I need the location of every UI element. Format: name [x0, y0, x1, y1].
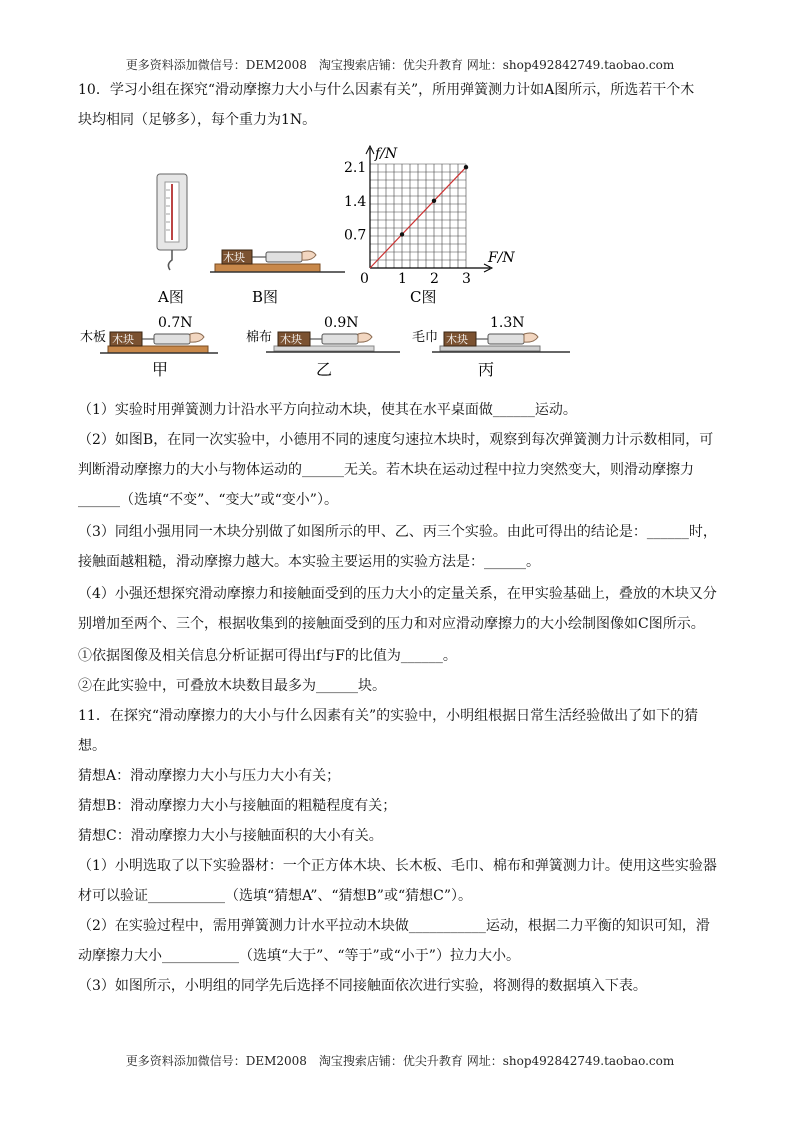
q11-p2b: 动摩擦力大小___________（选填“大于”、“等于”或“小于”）拉力大小。: [78, 948, 520, 964]
q10-p4c: ①依据图像及相关信息分析证据可得出f与F的比值为______。: [78, 648, 457, 664]
q11-p1a: （1）小明选取了以下实验器材：一个正方体木块、长木板、毛巾、棉布和弹簧测力计。使用这些实验器: [78, 858, 717, 874]
data-point-1: [400, 232, 404, 236]
label-yi: 乙: [316, 360, 333, 379]
page-header: 更多资料添加微信号：DEM2008 淘宝搜索店铺：优尖升教育 网址：shop492842749.taobao.com: [125, 58, 675, 72]
x-tick-label-3: 3: [462, 271, 471, 287]
q11-guess-b: 猜想B：滑动摩擦力大小与接触面的粗糙程度有关；: [78, 798, 397, 814]
q10-p4d: ②在此实验中，可叠放木块数目最多为______块。: [78, 678, 386, 694]
experiment-figures: [70, 140, 590, 390]
q10-p4a: （4）小强还想探究滑动摩擦力和接触面受到的压力大小的定量关系，在甲实验基础上，叠放的木块又分: [78, 586, 717, 602]
q10-p3b: 接触面越粗糙，滑动摩擦力越大。本实验主要运用的实验方法是：______。: [78, 554, 540, 570]
spring-scale-a: [157, 174, 187, 270]
q10-p2b: 判断滑动摩擦力的大小与物体运动的______无关。若木块在运动过程中拉力突然变大，则滑动摩擦力: [78, 462, 694, 478]
q11-stem-line2: 想。: [78, 738, 106, 754]
x-tick-label-2: 2: [430, 271, 439, 287]
label-b: B图: [252, 288, 279, 306]
block-b-label: 木块: [223, 251, 245, 264]
q10-p4b: 别增加至两个、三个，根据收集到的接触面受到的压力和对应滑动摩擦力的大小绘制图像如C图所示。: [78, 616, 705, 632]
y-tick-label-2: 1.4: [344, 193, 367, 210]
q11-guess-a: 猜想A：滑动摩擦力大小与压力大小有关；: [78, 768, 341, 784]
q10-p2c: ______（选填“不变”、“变大”或“变小”）。: [78, 492, 338, 508]
q10-p3a: （3）同组小强用同一木块分别做了如图所示的甲、乙、丙三个实验。由此可得出的结论是：______时，: [78, 524, 717, 540]
data-point-3: [464, 165, 468, 169]
q11-stem-line1: 11．在探究“滑动摩擦力的大小与什么因素有关”的实验中，小明组根据日常生活经验做出了如下的猜: [78, 708, 699, 724]
label-a: A图: [158, 288, 184, 306]
figures-svg: [70, 140, 590, 390]
graph-c: [344, 146, 515, 287]
q10-p2a: （2）如图B，在同一次实验中，小德用不同的速度匀速拉木块时，观察到每次弹簧测力计示数相同，可: [78, 432, 714, 448]
reading-bing: 1.3N: [490, 315, 525, 331]
reading-yi: 0.9N: [324, 315, 359, 331]
q11-p3: （3）如图所示，小明组的同学先后选择不同接触面依次进行实验，将测得的数据填入下表。: [78, 978, 647, 994]
data-point-2: [432, 199, 436, 203]
surface-bing: 毛巾: [412, 330, 439, 345]
q11-p2a: （2）在实验过程中，需用弹簧测力计水平拉动木块做___________运动，根据二力平衡的知识可知，滑: [78, 918, 710, 934]
y-tick-label-3: 2.1: [344, 160, 367, 177]
y-axis-label: f/N: [375, 146, 398, 162]
label-bing: 丙: [478, 360, 495, 379]
setup-jia: [80, 315, 218, 379]
q10-stem-line2: 块均相同（足够多），每个重力为1N。: [78, 112, 317, 128]
surface-yi: 棉布: [246, 330, 273, 345]
reading-jia: 0.7N: [158, 315, 193, 331]
q11-guess-c: 猜想C：滑动摩擦力大小与接触面积的大小有关。: [78, 828, 383, 844]
surface-jia: 木板: [80, 330, 107, 345]
setup-yi: [246, 315, 400, 379]
block-yi: 木块: [280, 333, 302, 346]
page-footer: 更多资料添加微信号：DEM2008 淘宝搜索店铺：优尖升教育 网址：shop492842749.taobao.com: [125, 1054, 675, 1068]
x-axis-label: F/N: [488, 250, 515, 266]
q10-p1: （1）实验时用弹簧测力计沿水平方向拉动木块，使其在水平桌面做______运动。: [78, 402, 577, 418]
setup-b: [210, 250, 345, 272]
y-tick-label-1: 0.7: [344, 227, 367, 244]
q10-stem-line1: 10．学习小组在探究“滑动摩擦力大小与什么因素有关”，所用弹簧测力计如A图所示，所选若干个木: [78, 82, 695, 98]
block-bing: 木块: [446, 333, 468, 346]
block-jia: 木块: [112, 333, 134, 346]
q11-p1b: 材可以验证___________（选填“猜想A”、“猜想B”或“猜想C”）。: [78, 888, 472, 904]
label-c: C图: [410, 288, 437, 306]
setup-bing: [412, 315, 570, 379]
x-tick-label-1: 1: [398, 271, 407, 287]
label-jia: 甲: [152, 360, 169, 379]
origin-label: 0: [360, 271, 369, 287]
